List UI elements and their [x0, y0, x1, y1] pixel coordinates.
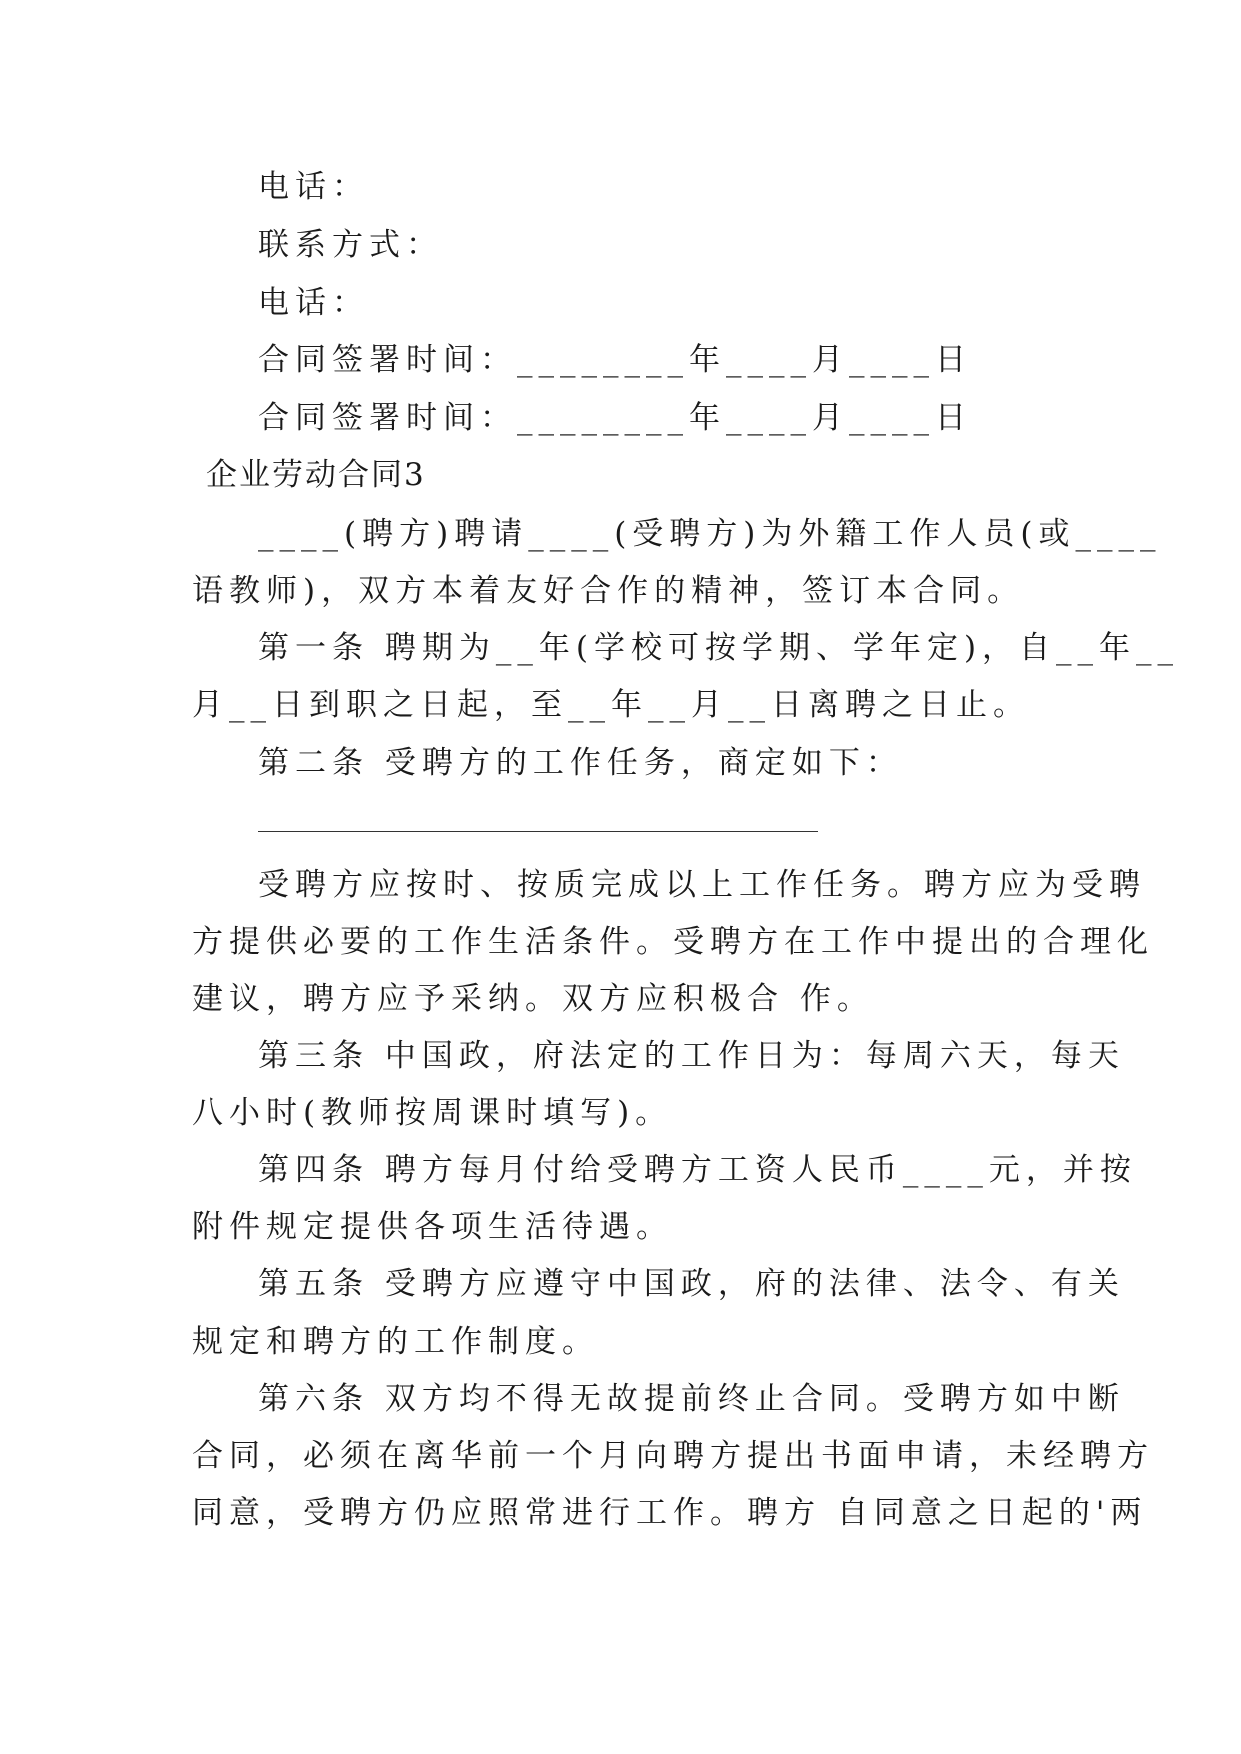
article-5-line-1: 第五条 受聘方应遵守中国政，府的法律、法令、有关: [258, 1266, 1125, 1302]
contact-method-label: 联系方式：: [258, 227, 443, 263]
sign-date-line-1: 合同签署时间：________年____月____日: [258, 342, 972, 378]
sign-date-line-2: 合同签署时间：________年____月____日: [258, 400, 972, 436]
duty-line-1: 受聘方应按时、按质完成以上工作任务。聘方应为受聘: [258, 867, 1146, 903]
section-title: 企业劳动合同3: [206, 457, 426, 493]
fill-in-blank-line: [258, 831, 818, 832]
duty-line-2: 方提供必要的工作生活条件。受聘方在工作中提出的合理化: [192, 924, 1154, 960]
article-1-line-1: 第一条 聘期为__年(学校可按学期、学年定)，自__年__: [258, 630, 1180, 666]
phone-label-1: 电话：: [258, 169, 369, 205]
article-4-line-2: 附件规定提供各项生活待遇。: [192, 1209, 673, 1245]
article-2-line: 第二条 受聘方的工作任务，商定如下：: [258, 745, 903, 781]
duty-line-3: 建议，聘方应予采纳。双方应积极合 作。: [192, 981, 874, 1017]
article-3-line-2: 八小时(教师按周课时填写)。: [192, 1095, 673, 1131]
phone-label-2: 电话：: [258, 285, 369, 321]
article-5-line-2: 规定和聘方的工作制度。: [192, 1324, 599, 1360]
article-4-line-1: 第四条 聘方每月付给受聘方工资人民币____元，并按: [258, 1152, 1137, 1188]
article-3-line-1: 第三条 中国政，府法定的工作日为：每周六天，每天: [258, 1038, 1125, 1074]
article-1-line-2: 月__日到职之日起，至__年__月__日离聘之日止。: [192, 687, 1030, 723]
article-6-line-2: 合同，必须在离华前一个月向聘方提出书面申请，未经聘方: [192, 1438, 1154, 1474]
intro-line-1: ____(聘方)聘请____(受聘方)为外籍工作人员(或____: [258, 516, 1162, 552]
article-6-line-1: 第六条 双方均不得无故提前终止合同。受聘方如中断: [258, 1381, 1125, 1417]
intro-line-2: 语教师)，双方本着友好合作的精神，签订本合同。: [192, 573, 1025, 609]
article-6-line-3: 同意，受聘方仍应照常进行工作。聘方 自同意之日起的'两: [192, 1495, 1148, 1531]
